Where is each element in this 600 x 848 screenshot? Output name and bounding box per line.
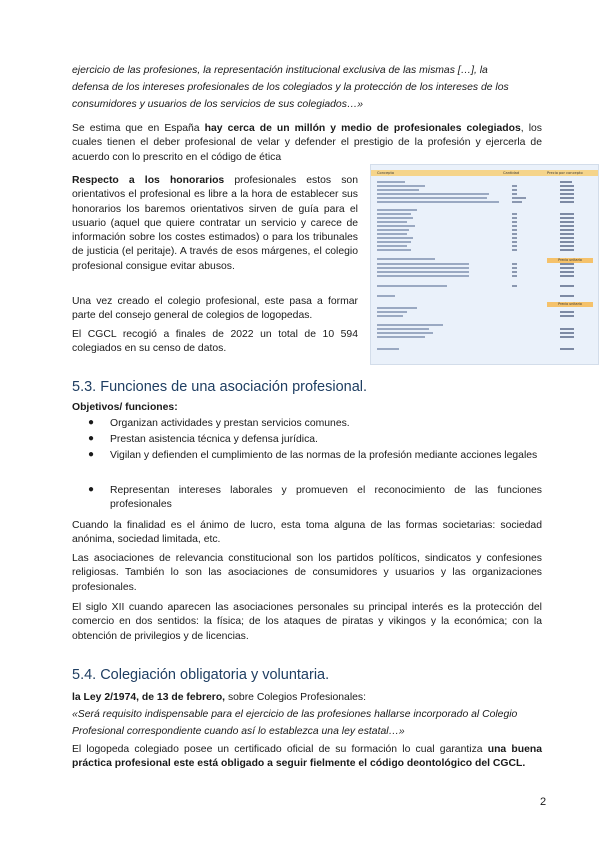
table-row [377,336,592,340]
paragraph-siglo-xii: El siglo XII cuando aparecen las asociaciones personales su principal interés es la protección del comercio en dos sentidos: la física; de los ataques de piratas y vikingos y la económica; con la obtención de privilegios y de licencias. [72,602,542,642]
paragraph-lucro: Cuando la finalidad es el ánimo de lucro, esta toma alguna de las formas societarias: sociedad anónima, sociedad limitada, etc. [72,520,542,546]
table-row [377,201,592,205]
table-row [377,258,592,262]
bullet-dot-icon: ● [88,484,95,495]
table-row [377,315,592,319]
table-header-precio: Precio por concepto [547,171,583,175]
paragraph-logopeda: El logopeda colegiado posee un certificado oficial de su formación lo cual garantiza una buena práctica profesional este está obligado a seguir fielmente el código deontológico del CGCL. [72,744,542,770]
paragraph-colegiados: Se estima que en España hay cerca de un millón y medio de profesionales colegiados, los cuales tienen el deber profesional de velar y defender el prestigio de la profesión y ejercerla de acuerdo con lo prescrito en el código de ética [72,123,542,163]
quote-line-1: ejercicio de las profesiones, la representación institucional exclusiva de las mismas […], la [72,65,488,76]
bullet-dot-icon: ● [88,417,95,428]
table-row [377,285,592,289]
bullet-item-3: Vigilan y defienden el cumplimiento de las normas de la profesión mediante acciones legales [110,450,538,461]
bullet-dot-icon: ● [88,449,95,460]
table-row [377,295,592,299]
paragraph-honorarios: Respecto a los honorarios profesionales estos son orientativos el profesional es libre a la hora de establecer sus honorarios los baremos orientativos sirven de guía para el usuario (aquel que quiere contratar un servicio y carece de información sobre los costes estimados) o para los tribunales de justicia (el peritaje). A través de esos márgenes, el colegio profesional consigue evitar abusos. [72,175,358,272]
table-row [377,249,592,253]
paragraph-consejo: Una vez creado el colegio profesional, este pasa a formar parte del consejo general de colegios de logopedas. [72,296,358,322]
law-quote-line-2: Profesional correspondiente cuando así lo establezca una ley estatal…» [72,726,405,737]
bullet-dot-icon: ● [88,433,95,444]
section-heading-5-4: 5.4. Colegiación obligatoria y voluntaria. [72,667,330,683]
law-quote-line-1: «Será requisito indispensable para el ejercicio de las profesiones hallarse incorporado al Colegio [72,709,518,720]
subheading-objetivos: Objetivos/ funciones: [72,402,178,413]
quote-line-3: consumidores y usuarios de los servicios de sus colegiados…» [72,99,364,110]
fee-table-image [370,164,599,365]
table-header-concepto: Concepto [377,171,395,175]
table-price-band: Precio unitario [547,302,593,307]
paragraph-cgcl: El CGCL recogió a finales de 2022 un total de 10 594 colegiados en su censo de datos. [72,329,358,355]
bullet-item-1: Organizan actividades y prestan servicios comunes. [110,418,350,429]
table-row [377,348,592,352]
table-header-cantidad: Cantidad [503,171,520,175]
page-number: 2 [540,796,547,808]
bullet-item-4: Representan intereses laborales y promueven el reconocimiento de las funciones profesionales [110,485,542,511]
section-heading-5-3: 5.3. Funciones de una asociación profesional. [72,379,368,395]
table-row [377,275,592,279]
quote-line-2: defensa de los intereses profesionales de los colegiados y la protección de los intereses de los [72,82,509,93]
table-price-band: Precio unitario [547,258,593,263]
paragraph-ley: la Ley 2/1974, de 13 de febrero, sobre Colegios Profesionales: [72,692,366,703]
bullet-item-2: Prestan asistencia técnica y defensa jurídica. [110,434,318,445]
paragraph-relevancia: Las asociaciones de relevancia constitucional son los partidos políticos, sindicatos y confesiones religiosas. También lo son las asociaciones de consumidores y usuarios y las organizaciones profesionales. [72,553,542,593]
